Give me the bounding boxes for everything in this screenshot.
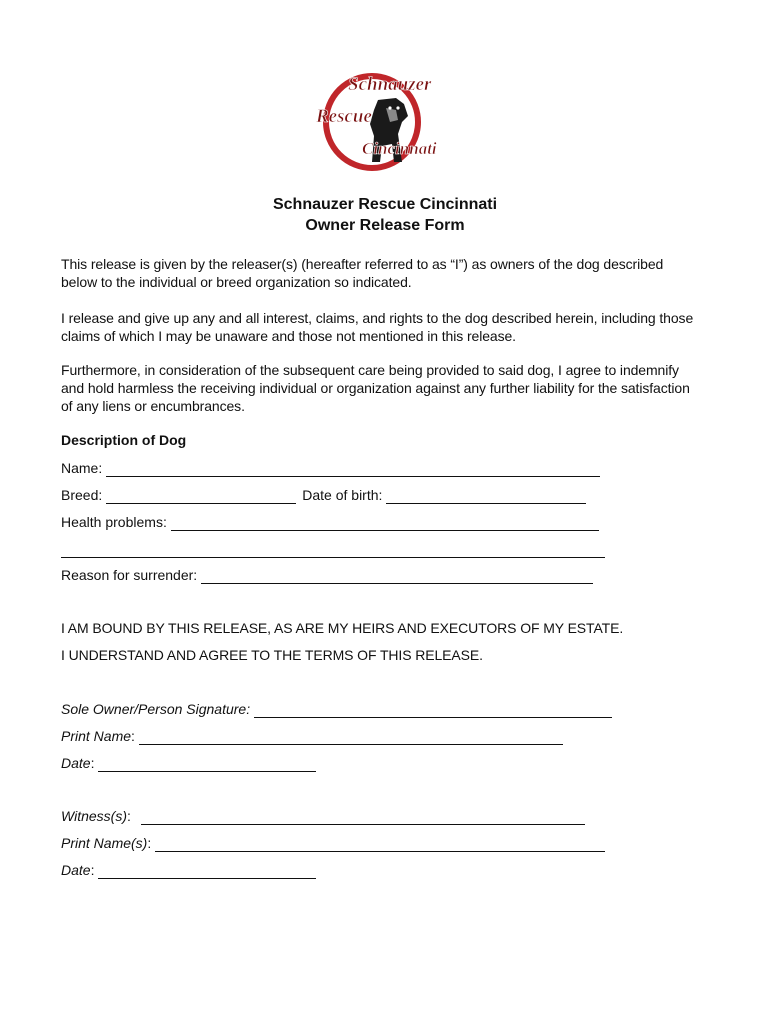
breed-dob-row xyxy=(61,486,586,504)
owner-date-label: Date xyxy=(61,755,91,771)
reason-field[interactable] xyxy=(201,569,593,584)
owner-signature-field[interactable] xyxy=(254,703,612,718)
bound-statement: I AM BOUND BY THIS RELEASE, AS ARE MY HEIRS AND EXECUTORS OF MY ESTATE. xyxy=(61,620,624,636)
logo-text-rescue: Rescue xyxy=(316,106,372,127)
reason-label: Reason for surrender: xyxy=(61,567,198,583)
form-subtitle: Owner Release Form xyxy=(305,217,465,234)
owner-print-name-label: Print Name xyxy=(61,728,132,744)
dob-label: Date of birth: xyxy=(302,487,383,503)
health-continuation-field[interactable] xyxy=(61,543,605,558)
reason-row xyxy=(61,566,593,584)
form-title: Schnauzer Rescue Cincinnati xyxy=(272,196,498,213)
witness-field[interactable] xyxy=(141,810,585,825)
health-continuation-row xyxy=(61,540,605,558)
logo-text-cincinnati: Cincinnati xyxy=(362,139,437,158)
description-heading: Description of Dog xyxy=(61,432,187,448)
dog-name-label: Name: xyxy=(61,460,103,476)
witness-print-name-label: Print Name(s) xyxy=(61,835,148,851)
owner-date-row: Date : xyxy=(61,754,316,772)
release-paragraph-1: This release is given by the releaser(s) (hereafter referred to as “I”) as owners of the dog described below to the individual or breed organization so indicated. xyxy=(61,256,664,290)
witness-print-name-field[interactable] xyxy=(155,837,605,852)
owner-print-name-field[interactable] xyxy=(139,730,563,745)
health-row xyxy=(61,513,599,531)
witness-date-row: Date : xyxy=(61,861,316,879)
dog-name-field[interactable] xyxy=(106,462,600,477)
owner-date-field[interactable] xyxy=(98,757,316,772)
witness-print-name-row: Print Name(s) : xyxy=(61,834,605,852)
owner-signature-row xyxy=(61,700,612,718)
agree-statement: I UNDERSTAND AND AGREE TO THE TERMS OF THIS RELEASE. xyxy=(61,647,483,663)
owner-print-name-row: Print Name : xyxy=(61,727,563,745)
owner-signature-label: Sole Owner/Person Signature: xyxy=(61,701,251,717)
release-paragraph-3: Furthermore, in consideration of the subsequent care being provided to said dog, I agree to indemnify and hold harmless the receiving individual or organization against any further liability for the satisfaction of any liens or encumbrances. xyxy=(61,362,690,414)
health-label: Health problems: xyxy=(61,514,167,530)
breed-field[interactable] xyxy=(106,489,296,504)
logo-text-schnauzer: Schnauzer xyxy=(348,74,432,95)
schnauzer-rescue-logo xyxy=(312,64,438,176)
witness-date-label: Date xyxy=(61,862,91,878)
witness-row: Witness(s) : xyxy=(61,807,585,825)
dog-name-row xyxy=(61,459,600,477)
witness-label: Witness(s) xyxy=(61,808,127,824)
release-paragraph-2: I release and give up any and all interest, claims, and rights to the dog described herein, including those claims of which I may be unaware and those not mentioned in this release. xyxy=(61,310,694,344)
breed-label: Breed: xyxy=(61,487,103,503)
health-field[interactable] xyxy=(171,516,599,531)
witness-date-field[interactable] xyxy=(98,864,316,879)
dob-field[interactable] xyxy=(386,489,586,504)
